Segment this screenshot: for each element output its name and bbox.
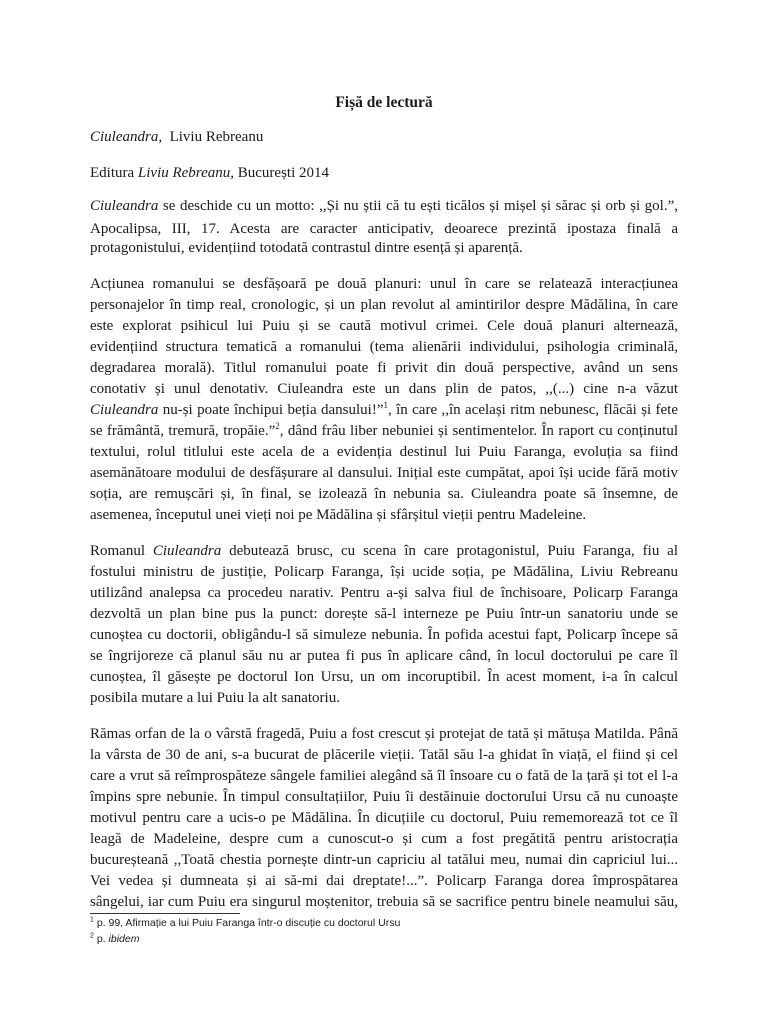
footnote-1: $^1$ p. 99, Afirmație a lui Puiu Faranga într-o discuție cu doctorul Ursu [90, 916, 401, 929]
book-author: Liviu Rebreanu [169, 129, 264, 145]
paragraph-2-line: textului, rolul titlului este acela de a evidenția destinul lui Puiu Faranga, evoluția sa fiind [90, 444, 678, 460]
paragraph-3-line: se îngrijoreze că planul său nu ar putea fi pus în aplicare când, în locul doctorului pe care îl [90, 648, 678, 664]
footnote-marker: 2 [90, 932, 94, 940]
paragraph-1-line: Ciuleandra se deschide cu un motto: ,,Și nu știi că tu ești ticălos și mișel și sărac și orb și gol.”, [90, 198, 679, 214]
paragraph-3-line: Romanul Ciuleandra debutează brusc, cu scena în care protagonistul, Puiu Faranga, fiu al [90, 543, 679, 559]
paragraph-2-line: degradarea morală). Titlul romanului poate fi privit din două perspective, având un sens [90, 360, 678, 376]
inline-book-title: Ciuleandra [90, 402, 159, 418]
publisher-city-year: București 2014 [237, 165, 329, 181]
inline-book-title: Ciuleandra [152, 543, 222, 559]
publisher-name: Liviu Rebreanu, [137, 165, 234, 181]
publisher-prefix: Editura [90, 165, 135, 181]
paragraph-2-line: Ciuleandra nu-și poate închipui beția dansului!”$^1$, în care ,,în același ritm nebunesc, flăcăi și fete [90, 400, 679, 418]
paragraph-2-line: este explorat psihicul lui Puiu și se caută motivul crimei. Cele două planuri alternează, [90, 318, 678, 334]
paragraph-4-line: bucureșteană ,,Toată chestia pornește dintr-un capriciu al tatălui meu, numai din capriciul lui... [90, 852, 678, 868]
paragraph-4-line: leagă de Madeleine, despre cum a cunoscut-o și cum a fost pregătită pentru aristocrația [90, 831, 678, 847]
paragraph-2-line: se frământă, tremură, tropăie.”$^2$, dând frâu liber nebuniei și sentimentelor. În raport cu conținutul [90, 421, 678, 439]
paragraph-2-line: evidențiind structura tematică a romanului (tema alienării individului, psihologia criminală, [90, 339, 678, 355]
footnote-ref-1[interactable]: 1 [383, 400, 388, 410]
paragraph-2-line: asemănătoare modului de desfășurare al dansului. Inițial este cumpătat, apoi își ucide fără motiv [90, 465, 678, 481]
footnote-marker: 1 [90, 916, 94, 924]
book-title: Ciuleandra, [90, 129, 163, 145]
paragraph-3-line: cunoștea cu doctorii, obligându-l să simuleze nebunia. În pofida acestui fapt, Policarp începe să [90, 627, 678, 643]
paragraph-4-line: la vârsta de 30 de ani, s-a bucurat de plăcerile vieții. Tatăl său l-a ghidat în viață, el fiind și cel [90, 747, 678, 763]
paragraph-4-line: care a vrut să reîmprospăteze sângele familiei alegând să îl însoare cu o fată de la țară și tot el l-a [90, 768, 678, 784]
paragraph-4-line: motivul pentru care a ucis-o pe Mădălina. În dicuțiile cu doctorul, Puiu rememorează tot ce îl [90, 810, 678, 826]
paragraph-3-line: fostului ministru de justiție, Policarp Faranga, își ucide soția, pe Mădălina, Liviu Rebreanu [90, 564, 678, 580]
book-title-line [90, 128, 678, 146]
footnote-ref-2[interactable]: 2 [275, 421, 280, 431]
paragraph-3-line: cunoștea, îl găsește pe doctorul Ion Ursu, un om incoruptibil. În acest moment, i-a în calcul [90, 669, 678, 685]
paragraph-1-line: protagonistului, evidențiind totodată contrastul dintre esență și aparență. [90, 240, 523, 256]
paragraph-1-line: Apocalipsa, III, 17. Acesta are caracter anticipativ, deoarece prezintă ipostaza finală a [90, 221, 678, 237]
footnote-separator [90, 913, 240, 914]
paragraph-2-line: asemenea, începutul unei vieți noi pe Mădălina și sfârșitul vieții pentru Madeleine. [90, 507, 587, 523]
publisher-line [90, 164, 678, 182]
paragraph-2-line: conotativ și unul denotativ. Ciuleandra este un dans plin de patos, ,,(...) cine n-a văzut [90, 381, 678, 397]
paragraph-3-line: posibila mutare a lui Puiu la alt sanatoriu. [90, 690, 340, 706]
paragraph-4-line: sângelui, iar cum Puiu era singurul moștenitor, trebuia să se sacrifice pentru binele neamului său, [90, 894, 678, 910]
inline-book-title: Ciuleandra [90, 198, 159, 214]
paragraph-4-line: Vei vedea și dumneata și ai să-mi dai dreptate!...”. Policarp Faranga dorea împrospătarea [90, 873, 678, 889]
paragraph-4-line: Rămas orfan de la o vârstă fragedă, Puiu a fost crescut și protejat de tată și mătușa Matilda. Până [90, 726, 678, 742]
footnote-2: $^2$ p. ibidem [90, 932, 140, 945]
paragraph-3-line: utilizând analepsa ca procedeu narativ. Pentru a-și salva fiul de închisoare, Policarp Faranga [90, 585, 678, 601]
paragraph-4-line: împins spre nebunie. În timpul consultațiilor, Puiu îi destăinuie doctorului Ursu că nu cunoaște [90, 789, 678, 805]
paragraph-2-line: soția, are remușcări și, în final, se izolează în nebunia sa. Ciuleandra poate să însemne, de [90, 486, 678, 502]
page-title: Fișă de lectură [335, 94, 433, 111]
paragraph-2-line: Acțiunea romanului se desfășoară pe două planuri: unul în care se relatează interacțiunea [90, 276, 678, 292]
paragraph-3-line: dezvoltă un plan bine pus la punct: dorește să-l interneze pe Puiu într-un sanatoriu unde se [90, 606, 678, 622]
paragraph-2-line: personajelor în timp real, cronologic, și un plan revolut al amintirilor despre Mădălina, în care [90, 297, 678, 313]
